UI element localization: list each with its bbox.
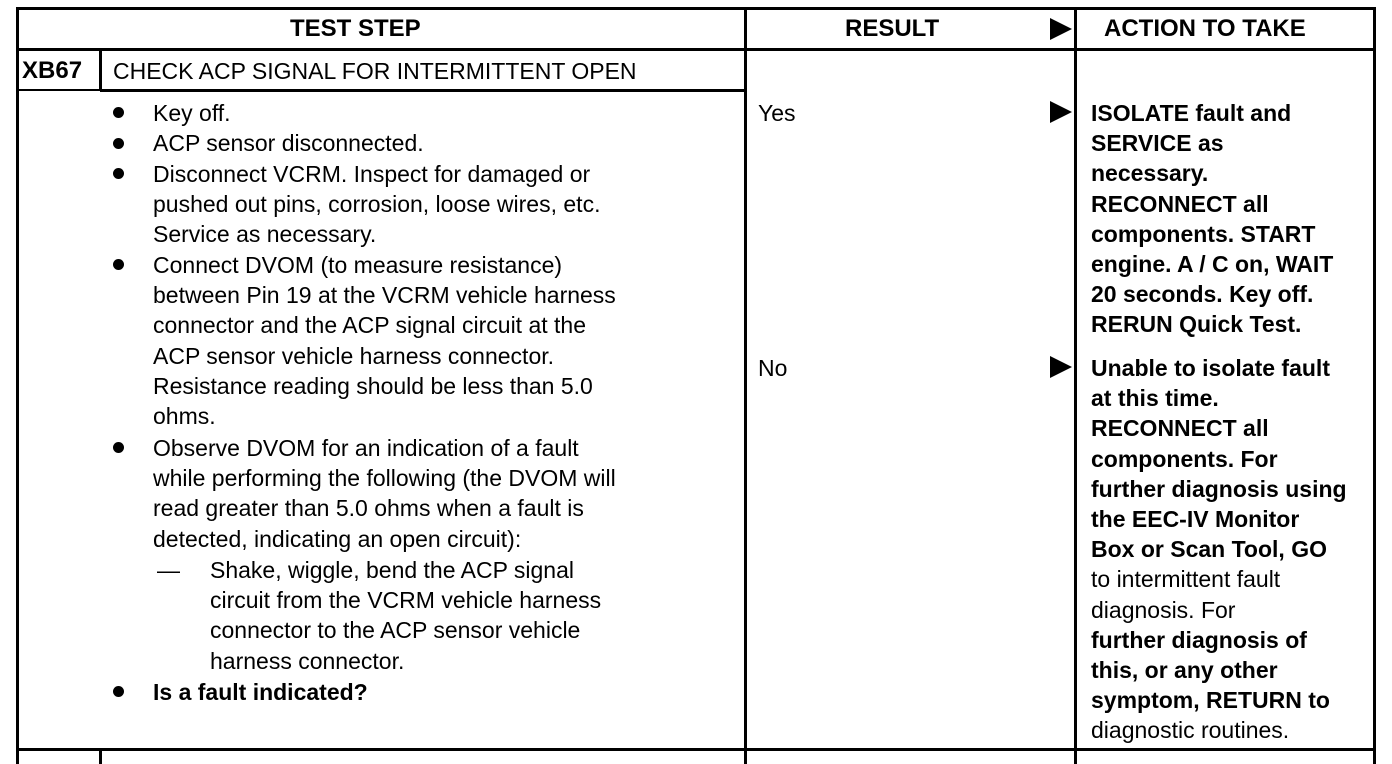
action-line: further diagnosis of bbox=[1091, 626, 1307, 653]
result-no: No bbox=[758, 355, 788, 381]
table-top-border bbox=[16, 7, 1376, 10]
header-arrow-icon bbox=[1050, 18, 1072, 40]
result-no-arrow-icon bbox=[1050, 356, 1072, 378]
instruction-line: ACP sensor disconnected. bbox=[153, 130, 424, 156]
instruction-line: read greater than 5.0 ohms when a fault is bbox=[153, 495, 584, 522]
instruction-4 bbox=[153, 250, 616, 431]
table-right-border bbox=[1373, 7, 1376, 764]
sub-instruction bbox=[210, 555, 601, 676]
instruction-line: ohms. bbox=[153, 402, 216, 429]
sub-instruction-line: harness connector. bbox=[210, 647, 405, 674]
instruction-5 bbox=[153, 433, 616, 554]
action-line: necessary. bbox=[1091, 160, 1209, 187]
action-line: components. START bbox=[1091, 220, 1316, 247]
code-column-divider bbox=[99, 49, 102, 91]
action-line: RECONNECT all bbox=[1091, 190, 1269, 217]
instruction-line: detected, indicating an open circuit): bbox=[153, 525, 522, 552]
code-column-divider-lower bbox=[99, 748, 102, 764]
action-line: further diagnosis using bbox=[1091, 475, 1347, 502]
action-line: at this time. bbox=[1091, 385, 1219, 412]
bullet-icon bbox=[113, 107, 124, 118]
action-line: diagnostic routines. bbox=[1091, 717, 1290, 744]
instruction-line: Key off. bbox=[153, 100, 231, 126]
instruction-1 bbox=[153, 98, 231, 128]
bullet-icon bbox=[113, 168, 124, 179]
instruction-line: Connect DVOM (to measure resistance) bbox=[153, 252, 563, 278]
step-code: XB67 bbox=[22, 57, 83, 84]
instruction-line: Observe DVOM for an indication of a fault bbox=[153, 435, 579, 461]
result-column-divider bbox=[744, 7, 747, 764]
bullet-icon bbox=[113, 138, 124, 149]
action-header-rule bbox=[1076, 48, 1374, 51]
header-result: RESULT bbox=[845, 15, 940, 42]
header-test-step: TEST STEP bbox=[290, 15, 421, 42]
instruction-line: between Pin 19 at the VCRM vehicle harness bbox=[153, 282, 616, 309]
instruction-line: Service as necessary. bbox=[153, 221, 377, 248]
action-line: Box or Scan Tool, GO bbox=[1091, 536, 1327, 563]
action-yes bbox=[1091, 98, 1333, 340]
dash-marker: — bbox=[157, 557, 180, 583]
action-line: SERVICE as bbox=[1091, 130, 1224, 157]
action-line: to intermittent fault bbox=[1091, 566, 1281, 593]
table-left-border bbox=[16, 7, 19, 764]
action-line: 20 seconds. Key off. bbox=[1091, 281, 1314, 308]
sub-instruction-line: connector to the ACP sensor vehicle bbox=[210, 617, 581, 644]
action-no bbox=[1091, 353, 1347, 745]
code-cell-bottom-border bbox=[16, 89, 100, 91]
header-action: ACTION TO TAKE bbox=[1104, 15, 1306, 42]
table-bottom-border bbox=[16, 748, 1376, 751]
result-yes-arrow-icon bbox=[1050, 101, 1072, 123]
question: Is a fault indicated? bbox=[153, 679, 368, 705]
sub-instruction-line: circuit from the VCRM vehicle harness bbox=[210, 587, 602, 614]
action-line: Unable to isolate fault bbox=[1091, 355, 1330, 381]
bullet-icon bbox=[113, 259, 124, 270]
action-line: the EEC-IV Monitor bbox=[1091, 505, 1300, 532]
step-title: CHECK ACP SIGNAL FOR INTERMITTENT OPEN bbox=[113, 58, 637, 84]
bullet-icon bbox=[113, 686, 124, 697]
action-column-divider bbox=[1074, 7, 1077, 764]
bullet-icon bbox=[113, 442, 124, 453]
instruction-line: Resistance reading should be less than 5.0 bbox=[153, 372, 593, 399]
action-line: RECONNECT all bbox=[1091, 415, 1269, 442]
instruction-3 bbox=[153, 159, 600, 250]
instruction-line: ACP sensor vehicle harness connector. bbox=[153, 342, 555, 369]
action-line: this, or any other bbox=[1091, 656, 1278, 683]
instruction-2 bbox=[153, 128, 424, 158]
instruction-line: connector and the ACP signal circuit at the bbox=[153, 312, 587, 339]
action-line: engine. A / C on, WAIT bbox=[1091, 250, 1334, 277]
action-line: RERUN Quick Test. bbox=[1091, 311, 1302, 338]
instruction-line: Disconnect VCRM. Inspect for damaged or bbox=[153, 161, 591, 187]
sub-instruction-line: Shake, wiggle, bend the ACP signal bbox=[210, 557, 574, 583]
action-line: diagnosis. For bbox=[1091, 596, 1236, 623]
title-row-bottom-border bbox=[100, 89, 746, 92]
action-line: symptom, RETURN to bbox=[1091, 687, 1330, 714]
action-line: ISOLATE fault and bbox=[1091, 100, 1292, 126]
action-line: components. For bbox=[1091, 445, 1278, 472]
result-yes: Yes bbox=[758, 100, 796, 126]
instruction-line: pushed out pins, corrosion, loose wires, etc. bbox=[153, 191, 601, 218]
instruction-line: while performing the following (the DVOM will bbox=[153, 465, 616, 492]
